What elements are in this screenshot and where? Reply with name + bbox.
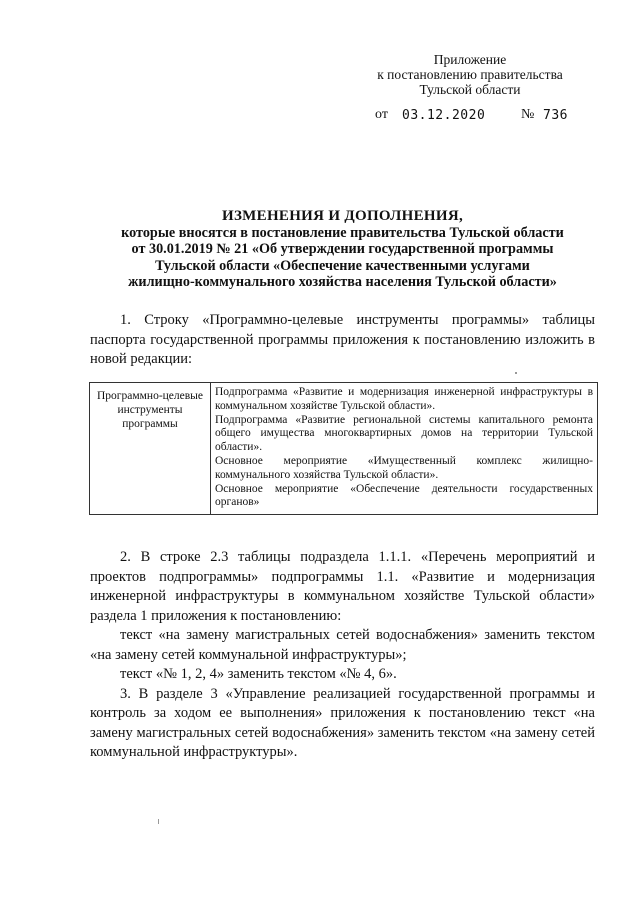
appendix-line-1: Приложение xyxy=(433,52,507,67)
title-line-3: Тульской области «Обеспечение качественными услугами xyxy=(155,257,530,274)
order-from-label: от xyxy=(375,107,388,122)
appendix-header xyxy=(360,52,580,97)
section-2-text: 2. В строке 2.3 таблицы подраздела 1.1.1. «Перечень мероприятий и проектов подпрограммы» подпрограммы 1.1. «Развитие и модернизация инженерной инфраструктуры в коммунальном хозяйстве Тульской области» раздела 1 приложения к постановлению: xyxy=(90,549,595,624)
title-heading: ИЗМЕНЕНИЯ И ДОПОЛНЕНИЯ, xyxy=(222,208,463,224)
order-number: 736 xyxy=(543,108,568,123)
title-line-1: которые вносятся в постановление правительства Тульской области xyxy=(121,224,564,241)
appendix-line-2: к постановлению правительства xyxy=(377,67,563,82)
table-item: Подпрограмма «Развитие и модернизация инженерной инфраструктуры в коммунальном хозяйстве Тульской области». xyxy=(215,386,593,412)
table-item: Основное мероприятие «Обеспечение деятельности государственных органов» xyxy=(215,482,593,509)
section-1-text: 1. Строку «Программно-целевые инструменты программы» таблицы паспорта государственной программы приложения к постановлению изложить в новой редакции: xyxy=(90,312,595,367)
section-2-sub-2-text: текст «№ 1, 2, 4» заменить текстом «№ 4, 6». xyxy=(120,666,397,682)
document-title xyxy=(90,208,595,291)
section-2-sub-2 xyxy=(90,665,595,685)
table-row xyxy=(90,383,598,515)
appendix-line-3: Тульской области xyxy=(419,82,521,97)
section-3-text: 3. В разделе 3 «Управление реализацией государственной программы и контроль за ходом ее выполнения» приложения к постановлению текст «на замену магистральных сетей водоснабжения» заменить текстом «на замену сетей коммунальной инфраструктуры». xyxy=(90,685,595,760)
table-label-cell: Программно-целевые инструменты программы xyxy=(90,383,211,515)
section-2-sub-1-text: текст «на замену магистральных сетей водоснабжения» заменить текстом «на замену сетей коммунальной инфраструктуры»; xyxy=(90,627,595,663)
order-number-label: № xyxy=(521,107,535,122)
stray-dot xyxy=(515,372,517,374)
section-3 xyxy=(90,685,595,763)
table-item: Подпрограмма «Развитие региональной системы капитального ремонта общего имущества многоквартирных домов на территории Тульской области». xyxy=(215,413,593,454)
order-date: 03.12.2020 xyxy=(402,108,486,123)
title-line-4: жилищно-коммунального хозяйства населения Тульской области» xyxy=(128,274,557,290)
section-2-sub-1 xyxy=(90,626,595,665)
sections-2-3 xyxy=(90,548,595,763)
table-content-cell xyxy=(211,383,598,515)
stray-mark xyxy=(158,819,159,824)
table-item: Основное мероприятие «Имущественный комплекс жилищно-коммунального хозяйства Тульской области». xyxy=(215,454,593,481)
section-2 xyxy=(90,548,595,626)
instruments-table xyxy=(89,382,598,515)
title-line-2: от 30.01.2019 № 21 «Об утверждении государственной программы xyxy=(131,241,554,257)
section-1 xyxy=(90,311,595,370)
